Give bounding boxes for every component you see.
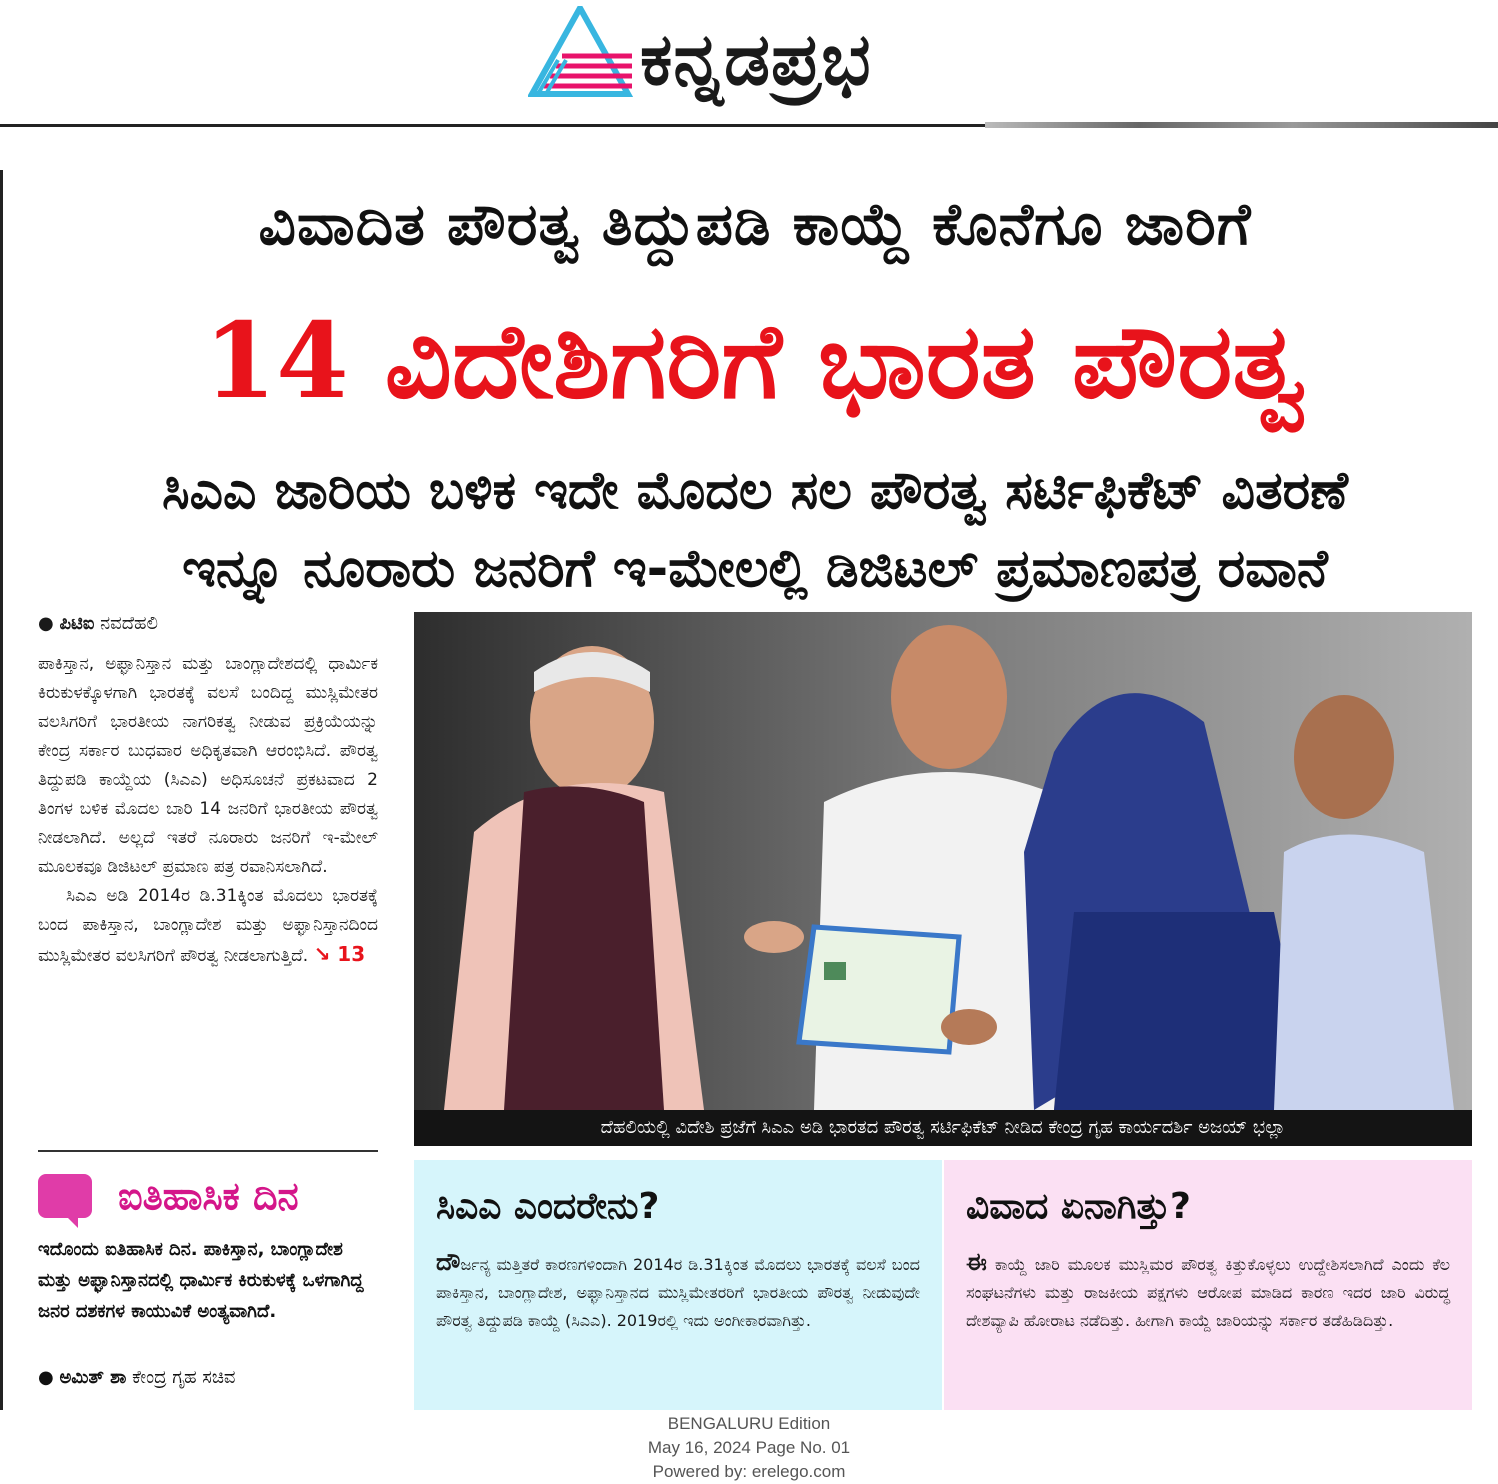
bullet-icon: ● (38, 1367, 60, 1388)
quote-speaker: ಅಮಿತ್ ಶಾ (59, 1367, 127, 1388)
column-divider (38, 1150, 378, 1152)
footer-powered-by[interactable]: Powered by: erelego.com (652, 1462, 846, 1481)
quote-speaker-role: ಕೇಂದ್ರ ಗೃಹ ಸಚಿವ (132, 1367, 236, 1388)
bullet-icon: ● (38, 613, 60, 634)
story-paragraph-1: ಪಾಕಿಸ್ತಾನ, ಅಫ್ಘಾನಿಸ್ತಾನ ಮತ್ತು ಬಾಂಗ್ಲಾದೇಶದಲ್ಲಿ ಧಾರ್ಮಿಕ ಕಿರುಕುಳಕ್ಕೊಳಗಾಗಿ ಭಾರತಕ್ಕೆ ವಲಸೆ ಬಂದಿದ್ದ ಮುಸ್ಲಿಮೇತರ ವಲಸಿಗರಿಗೆ ಭಾರತೀಯ ನಾಗರಿಕತ್ವ ನೀಡುವ ಪ್ರಕ್ರಿಯೆಯನ್ನು ಕೇಂದ್ರ ಸರ್ಕಾರ ಬುಧವಾರ ಅಧಿಕೃತವಾಗಿ ಆರಂಭಿಸಿದೆ. ಪೌರತ್ವ ತಿದ್ದುಪಡಿ ಕಾಯ್ದೆಯ (ಸಿಎಎ) ಅಧಿಸೂಚನೆ ಪ್ರಕಟವಾದ 2 ತಿಂಗಳ ಬಳಿಕ ಮೊದಲ ಬಾರಿ 14 ಜನರಿಗೆ ಭಾರತೀಯ ಪೌರತ್ವ ನೀಡಲಾಗಿದೆ. ಅಲ್ಲದೆ ಇತರೆ ನೂರಾರು ಜನರಿಗೆ ಇ-ಮೇಲ್ ಮೂಲಕವೂ ಡಿಜಿಟಲ್ ಪ್ರಮಾಣ ಪತ್ರ ರವಾನಿಸಲಾಗಿದೆ. (38, 654, 378, 877)
news-photo (414, 612, 1472, 1110)
masthead-rule-accent (985, 122, 1498, 128)
quote-attribution (38, 1364, 378, 1392)
byline-dateline: ನವದೆಹಲಿ (100, 613, 158, 634)
dispute-explainer-box (944, 1160, 1472, 1410)
headline-sub-1: ಸಿಎಎ ಜಾರಿಯ ಬಳಿಕ ಇದೇ ಮೊದಲ ಸಲ ಪೌರತ್ವ ಸರ್ಟಿಫಿಕೆಟ್ ವಿತರಣೆ (161, 461, 1349, 521)
story-body (38, 650, 378, 971)
kannada-prabha-logo-icon (528, 6, 638, 102)
dispute-explainer-body (966, 1248, 1450, 1335)
photo-caption: ದೆಹಲಿಯಲ್ಲಿ ವಿದೇಶಿ ಪ್ರಜೆಗೆ ಸಿಎಎ ಅಡಿ ಭಾರತದ ಪೌರತ್ವ ಸರ್ಟಿಫಿಕೆಟ್ ನೀಡಿದ ಕೇಂದ್ರ ಗೃಹ ಕಾರ್ಯದರ್ಶಿ ಅಜಯ್ ಭಲ್ಲಾ (414, 1110, 1472, 1146)
dispute-explainer-title: ವಿವಾದ ಏನಾಗಿತ್ತು? (966, 1186, 1191, 1227)
continued-on-page-link[interactable]: ↘ 13 (313, 942, 366, 966)
caa-explainer-box (414, 1160, 942, 1410)
caa-explainer-title: ಸಿಎಎ ಎಂದರೇನು? (436, 1186, 660, 1227)
story-paragraph-2 (38, 882, 378, 971)
page-left-border (0, 170, 3, 1410)
quote-header (38, 1166, 378, 1226)
headline-kicker: ವಿವಾದಿತ ಪೌರತ್ವ ತಿದ್ದುಪಡಿ ಕಾಯ್ದೆ ಕೊನೆಗೂ ಜಾರಿಗೆ (258, 190, 1252, 258)
speech-bubble-icon (38, 1174, 92, 1218)
drop-cap: ಈ (966, 1248, 987, 1276)
masthead (0, 0, 1498, 128)
headline-sub-2: ಇನ್ನೂ ನೂರಾರು ಜನರಿಗೆ ಇ-ಮೇಲಲ್ಲಿ ಡಿಜಿಟಲ್ ಪ್ರಮಾಣಪತ್ರ ರವಾನೆ (182, 539, 1328, 599)
caa-explainer-body (436, 1248, 920, 1335)
footer-edition: BENGALURU Edition (667, 1414, 831, 1433)
headline-main: 14 ವಿದೇಶಿಗರಿಗೆ ಭಾರತ ಪೌರತ್ವ (203, 299, 1307, 422)
caa-explainer-text: ರ್ಜನ್ಯ ಮತ್ತಿತರೆ ಕಾರಣಗಳಿಂದಾಗಿ 2014ರ ಡಿ.31ಕ್ಕಿಂತ ಮೊದಲು ಭಾರತಕ್ಕೆ ವಲಸೆ ಬಂದ ಪಾಕಿಸ್ತಾನ, ಬಾಂಗ್ಲಾದೇಶ, ಅಫ್ಘಾನಿಸ್ತಾನದ ಮುಸ್ಲಿಮೇತರರಿಗೆ ಭಾರತೀಯ ಪೌರತ್ವ ನೀಡುವುದೇ ಪೌರತ್ವ ತಿದ್ದುಪಡಿ ಕಾಯ್ದೆ (ಸಿಎಎ). 2019ರಲ್ಲಿ ಇದು ಅಂಗೀಕಾರವಾಗಿತ್ತು. (436, 1255, 920, 1330)
story-paragraph-2-text: ಸಿಎಎ ಅಡಿ 2014ರ ಡಿ.31ಕ್ಕಿಂತ ಮೊದಲು ಭಾರತಕ್ಕೆ ಬಂದ ಪಾಕಿಸ್ತಾನ, ಬಾಂಗ್ಲಾದೇಶ ಮತ್ತು ಅಫ್ಘಾನಿಸ್ತಾನದಿಂದ ಮುಸ್ಲಿಮೇತರ ವಲಸಿಗರಿಗೆ ಪೌರತ್ವ ನೀಡಲಾಗುತ್ತಿದೆ. (38, 886, 378, 966)
byline-agency: ಪಿಟಿಐ (59, 613, 95, 634)
quote-title: ಐತಿಹಾಸಿಕ ದಿನ (118, 1174, 299, 1218)
dispute-explainer-text: ಕಾಯ್ದೆ ಜಾರಿ ಮೂಲಕ ಮುಸ್ಲಿಮರ ಪೌರತ್ವ ಕಿತ್ತುಕೊಳ್ಳಲು ಉದ್ದೇಶಿಸಲಾಗಿದೆ ಎಂದು ಕೆಲ ಸಂಘಟನೆಗಳು ಮತ್ತು ರಾಜಕೀಯ ಪಕ್ಷಗಳು ಆರೋಪ ಮಾಡಿದ ಕಾರಣ ಇದರ ಜಾರಿ ವಿರುದ್ಧ ದೇಶವ್ಯಾಪಿ ಹೋರಾಟ ನಡೆದಿತ್ತು. ಹೀಗಾಗಿ ಕಾಯ್ದೆ ಜಾರಿಯನ್ನು ಸರ್ಕಾರ ತಡೆಹಿಡಿದಿತ್ತು. (966, 1255, 1450, 1330)
footer-date-page: May 16, 2024 Page No. 01 (647, 1438, 851, 1457)
paper-name: ಕನ್ನಡಪ್ರಭ (640, 17, 872, 101)
byline (38, 610, 378, 638)
quote-body: ಇದೊಂದು ಐತಿಹಾಸಿಕ ದಿನ. ಪಾಕಿಸ್ತಾನ, ಬಾಂಗ್ಲಾದೇಶ ಮತ್ತು ಅಫ್ಘಾನಿಸ್ತಾನದಲ್ಲಿ ಧಾರ್ಮಿಕ ಕಿರುಕುಳಕ್ಕೆ ಒಳಗಾಗಿದ್ದ ಜನರ ದಶಕಗಳ ಕಾಯುವಿಕೆ ಅಂತ್ಯವಾಗಿದೆ. (38, 1239, 364, 1322)
drop-cap: ದೌ (436, 1248, 461, 1276)
